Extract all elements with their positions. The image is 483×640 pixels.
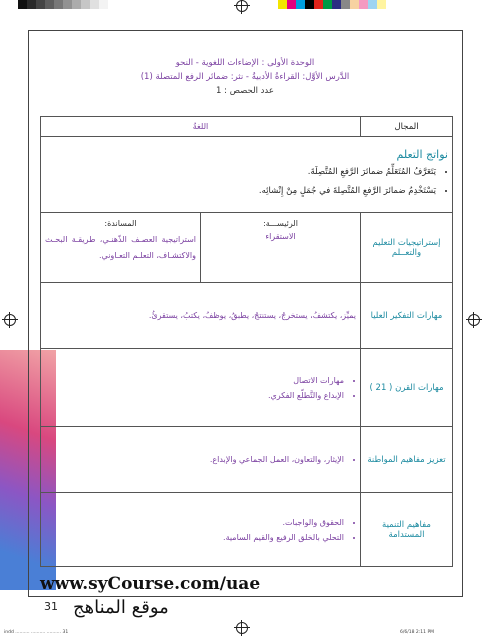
table-row: [41, 213, 453, 283]
support-strategy-cell: [41, 213, 201, 283]
learning-outcomes-cell: [41, 137, 453, 213]
registration-mark-top: [236, 0, 248, 12]
strategies-label: إستراتيجيات التعليم والتعــلم: [361, 213, 453, 283]
site-name: موقع المناهج: [73, 597, 169, 618]
registration-mark-bottom: [236, 622, 248, 634]
table-row: [41, 427, 453, 493]
outcomes-title: نواتج التعلم: [396, 148, 448, 161]
domain-value: اللغةُ: [41, 117, 361, 137]
sustainable-label: مفاهيم التنمية المستدامة: [361, 493, 453, 567]
century-skill-item: • مهارات الاتصال: [45, 373, 344, 388]
sessions-count: عدد الحصص : 1: [216, 86, 274, 96]
lesson-title: الدَّرس الأوَّل: القراءةُ الأدبيةُ - نثر: ضمائر الرفع المتصلة (1): [140, 72, 350, 82]
page-number: 31: [44, 600, 58, 613]
lesson-header: [29, 56, 461, 98]
main-strategy-value: الاستقراء: [265, 232, 296, 241]
grayscale-color-bar: [18, 0, 117, 9]
process-color-bar: [278, 0, 386, 9]
citizenship-cell: [41, 427, 361, 493]
table-row: [41, 283, 453, 349]
century-skill-item: • الإبداع والتَّطلّع الفكري.: [45, 388, 344, 403]
main-strategy-title: الرئيســـة:: [263, 219, 298, 228]
print-slug-right: 6/6/18 2:11 PM: [400, 630, 435, 635]
domain-label: المجال: [361, 117, 453, 137]
table-row: [41, 349, 453, 427]
century-skills-cell: [41, 349, 361, 427]
citizenship-item: • الإيثار، والتعاون، العمل الجماعي والإبداع.: [45, 452, 344, 467]
registration-mark-right: [468, 314, 480, 326]
unit-title: الوحدة الأولى : الإضاءات اللغوية - النحو: [175, 58, 315, 68]
outcome-item: • يَتَعَرَّفُ المُتَعَلِّمُ ضمائرَ الرَّفعِ المُتَّصِلَةَ.: [45, 165, 436, 180]
thinking-skills-value: يميِّز، يكتشفُ، يستخرجُ، يستنتجُ، يطبقُ، يوظفُ، يكتبُ، يستقرئُ.: [41, 283, 361, 349]
support-strategy-title: المساندة:: [104, 219, 137, 228]
registration-mark-left: [4, 314, 16, 326]
sustainable-item: • التحلي بالخلق الرفيع والقيم السامية.: [45, 530, 344, 545]
thinking-skills-label: مهارات التفكير العليا: [361, 283, 453, 349]
lesson-plan-table: [40, 116, 453, 567]
citizenship-label: تعزيز مفاهيم المواطنة: [361, 427, 453, 493]
outcome-item: • يَسْتَخْدِمُ ضمائرَ الرَّفعِ المُتَّصِلةَ في جُمَلٍ مِنْ إِنْشائِه.: [45, 184, 436, 199]
table-row: [41, 117, 453, 137]
table-row: [41, 493, 453, 567]
site-url[interactable]: www.syCourse.com/uae: [40, 574, 261, 594]
century-skills-label: مهارات القرن ( 21 ): [361, 349, 453, 427]
sustainable-item: • الحقوق والواجبات.: [45, 515, 344, 530]
main-strategy-cell: [201, 213, 361, 283]
print-slug-left: indd .......... .......... .......... 31: [4, 630, 69, 635]
support-strategy-value: استراتيجية العصـف الذّهنـي، طريقـة البحـث والاكتشـاف، التعلـم التعـاوني.: [45, 235, 196, 260]
sustainable-cell: [41, 493, 361, 567]
table-row: [41, 137, 453, 213]
